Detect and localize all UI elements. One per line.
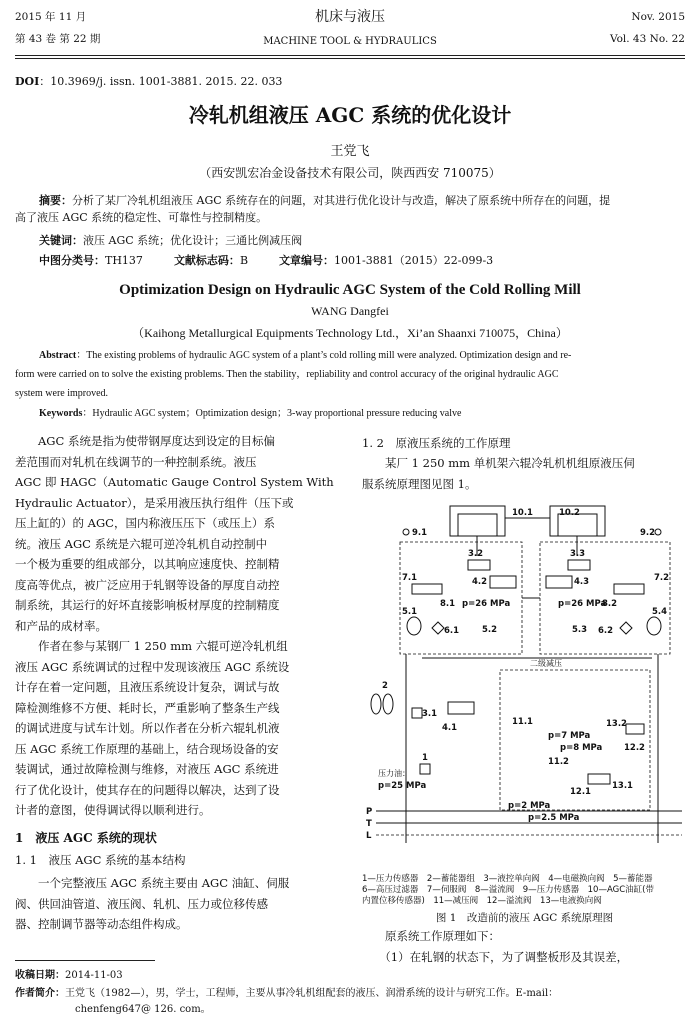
accumulator-5-1 [407, 617, 421, 635]
principle-text: 原系统工作原理如下： （1）在轧钢的状态下，为了调整板形及其误差， [362, 929, 629, 964]
section-1-2-text: 某厂 1 250 mm 单机架六辊冷轧机机组原液压伺 服系统原理图见图 1。 [362, 456, 635, 491]
svg-text:7.2: 7.2 [654, 573, 670, 583]
svg-text:11.1: 11.1 [512, 717, 533, 727]
svg-text:3.1: 3.1 [422, 709, 438, 719]
svg-text:4.2: 4.2 [472, 577, 488, 587]
svg-text:12.2: 12.2 [624, 743, 645, 753]
pressure-sensor-1 [420, 764, 430, 774]
svg-text:p=25 MPa: p=25 MPa [378, 781, 427, 791]
header-rule-2 [15, 58, 685, 59]
svg-text:p=2 MPa: p=2 MPa [508, 801, 551, 811]
section-1-2-heading: 1. 2 原液压系统的工作原理 [362, 436, 511, 450]
svg-text:9.2: 9.2 [640, 528, 656, 538]
svg-text:5.1: 5.1 [402, 607, 418, 617]
svg-text:6.2: 6.2 [598, 626, 614, 636]
doi-line: DOI：10.3969/j. issn. 1001-3881. 2015. 22. 033 [15, 75, 283, 88]
hydraulic-schematic [362, 498, 687, 876]
journal-name-en: MACHINE TOOL & HYDRAULICS [263, 36, 437, 47]
affiliation-en: （Kaihong Metallurgical Equipments Technology Ltd.，Xi’an Shaanxi 710075，China） [132, 326, 568, 340]
label-10-1: 10.1 [512, 508, 533, 518]
svg-text:p=26 MPa: p=26 MPa [462, 599, 511, 609]
svg-text:8.1: 8.1 [440, 599, 456, 609]
svg-text:13.1: 13.1 [612, 781, 633, 791]
abstract-cn: 摘要：分析了某厂冷轧机组液压 AGC 系统存在的问题，对其进行优化设计与改造，解决了原系统中所存在的问题，提 高了液压 AGC 系统的稳定性、可靠性与控制精度。 [15, 194, 611, 224]
label-10-2: 10.2 [559, 508, 580, 518]
svg-text:13.2: 13.2 [606, 719, 627, 729]
svg-text:二级减压: 二级减压 [530, 659, 562, 668]
servo-valve-7-1 [412, 584, 442, 594]
header-date-en: Nov. 2015 [631, 11, 685, 23]
section-1-heading: 1 液压 AGC 系统的现状 [15, 831, 157, 845]
svg-text:p=8 MPa: p=8 MPa [560, 743, 603, 753]
keywords-cn: 关键词：液压 AGC 系统；优化设计；三通比例减压阀 [39, 234, 303, 247]
svg-text:3.3: 3.3 [570, 549, 586, 559]
footnote-rule [15, 960, 155, 961]
accumulator-group-2 [371, 694, 381, 714]
servo-valve-7-2 [614, 584, 644, 594]
author-en: WANG Dangfei [311, 304, 389, 318]
svg-text:4.1: 4.1 [442, 723, 458, 733]
affiliation-cn: （西安凯宏冶金设备技术有限公司，陕西西安 710075） [199, 166, 501, 180]
paper-title-cn: 冷轧机组液压 AGC 系统的优化设计 [188, 103, 512, 127]
svg-text:4.3: 4.3 [574, 577, 590, 587]
intro-text: AGC 系统是指为使带钢厚度达到设定的目标偏 差范围而对轧机在线调节的一种控制系统。液压 AGC 即 HAGC（Automatic Gauge Control System With Hydraulic Actuator），是采用液压执行组件（压下或 压上缸的）的 AGC，国内称液压压下（或压上）系 统。液压 AGC 系统是六辊可逆冷轧机自动控制中 一个极为重要的组成部分，以其响应速度快、控制精 度高等优点，被广泛应用于轧钢等设备的厚度自动控 制系统，其运行的好坏直接影响板材厚度的控制精度 和产品的成材率。 作者在参与某钢厂 1 250 mm 六辊可逆冷轧机组 液压 AGC 系统调试的过程中发现该液压 AGC 系统设 计存在着一定问题，且液压系统设计复杂，调试与故 障检测维修不方便、耗时长，严重影响了整条生产线 的调试进度与试车计划。所以作者在分析六辊轧机液 压 AGC 系统工作原理的基础上，结合现场设备的安 装调试，通过故障检测与维修，对液压 AGC 系统进 行了优化设计，使其存在的问题得以解决，达到了设 计者的意图，使得调试得以顺利进行。 [15, 434, 334, 817]
svg-text:12.1: 12.1 [570, 787, 591, 797]
svg-text:2: 2 [382, 681, 388, 691]
svg-text:3.2: 3.2 [468, 549, 484, 559]
header-rule [15, 55, 685, 56]
keywords-en: Keywords：Hydraulic AGC system；Optimization design；3-way proportional pressure reducing valve [39, 408, 462, 419]
svg-text:9.1: 9.1 [412, 528, 428, 538]
figure-caption: 图 1 改造前的液压 AGC 系统原理图 [435, 912, 614, 924]
svg-text:5.4: 5.4 [652, 607, 668, 617]
right-subsystem-box [540, 542, 670, 654]
svg-text:P: P [366, 807, 373, 817]
svg-text:8.2: 8.2 [602, 599, 618, 609]
header-issue-cn: 第 43 卷 第 22 期 [15, 33, 101, 45]
svg-text:压力油：: 压力油： [378, 769, 410, 778]
svg-text:1: 1 [422, 753, 428, 763]
section-1-1-text: 一个完整液压 AGC 系统主要由 AGC 油缸、伺服 阀、供回油管道、液压阀、轧机、压力或位移传感 器、控制调节器等动态组件构成。 [15, 876, 290, 931]
paper-title-en: Optimization Design on Hydraulic AGC System of the Cold Rolling Mill [119, 282, 581, 298]
svg-text:5.2: 5.2 [482, 625, 498, 635]
svg-text:p=2.5 MPa: p=2.5 MPa [528, 813, 580, 823]
svg-text:p=26 MPa: p=26 MPa [558, 599, 607, 609]
accumulator-5-4 [647, 617, 661, 635]
svg-text:5.3: 5.3 [572, 625, 588, 635]
section-1-1-heading: 1. 1 液压 AGC 系统的基本结构 [15, 853, 186, 867]
header-date-cn: 2015 年 11 月 [15, 11, 87, 23]
figure-legend: 1—压力传感器 2—蓄能器组 3—液控单向阀 4—电磁换向阀 5—蓄能器 6—高压过滤器 7—伺服阀 8—溢流阀 9—压力传感器 10—AGC油缸(带 内置位移传感器) 11—减压阀 12—溢流阀 13—电液换向阀 [362, 874, 654, 906]
svg-text:6.1: 6.1 [444, 626, 460, 636]
left-subsystem-box [400, 542, 522, 654]
received-date: 收稿日期：2014-11-03 [15, 970, 123, 981]
svg-text:p=7 MPa: p=7 MPa [548, 731, 591, 741]
header-issue-en: Vol. 43 No. 22 [609, 33, 685, 45]
abstract-en: Abstract：The existing problems of hydraulic AGC system of a plant’s cold rolling mill were analyzed. Optimization design and re- form were carried on to solve the existing problems. Then the stability，repliability and control accuracy of the original hydraulic AGC system were improved. [15, 350, 572, 399]
journal-name-cn: 机床与液压 [315, 9, 385, 25]
svg-text:7.1: 7.1 [402, 573, 418, 583]
svg-text:11.2: 11.2 [548, 757, 569, 767]
author-bio: 作者简介：王党飞（1982—），男，学士，工程师，主要从事冷轧机组配套的液压、润滑系统的设计与研究工作。E-mail： chenfeng647@ 126. com。 [15, 988, 559, 1015]
author-cn: 王党飞 [330, 144, 370, 159]
hydraulic-schematic-figure [362, 498, 687, 876]
classification-line: 中图分类号：TH137 文献标志码：B 文章编号：1001-3881（2015）22-099-3 [39, 254, 494, 267]
svg-text:T: T [366, 819, 372, 829]
svg-text:L: L [366, 831, 372, 841]
